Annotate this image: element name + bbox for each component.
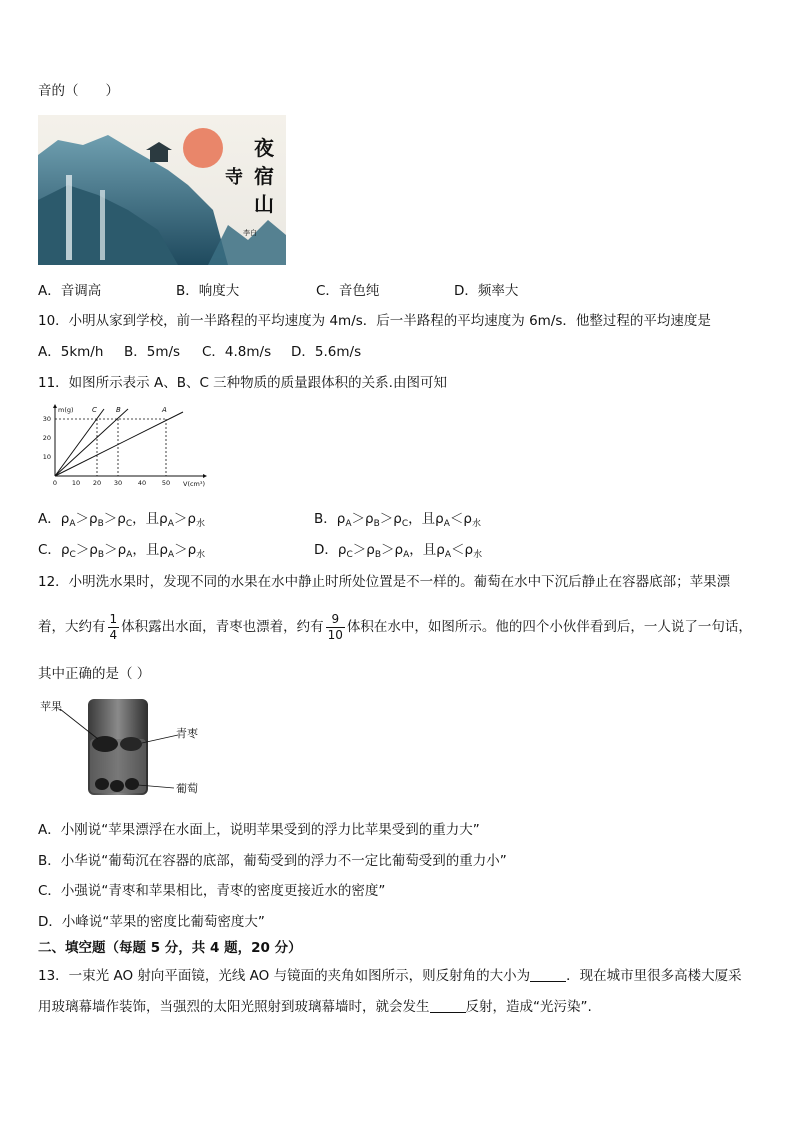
q10-option-a[interactable]: A．5km/h (38, 344, 104, 360)
q12-option-c[interactable]: C．小强说“青枣和苹果相比，青枣的密度更接近水的密度” (38, 883, 386, 899)
fruit-in-water-photo (38, 697, 208, 799)
q9-option-a[interactable]: A．音调高 (38, 283, 102, 299)
q9-option-c[interactable]: C．音色纯 (316, 283, 380, 299)
line-a-label: A (162, 406, 167, 414)
q12-option-d[interactable]: D．小峰说“苹果的密度比葡萄密度大” (38, 914, 265, 930)
q11-stem: 11．如图所示表示 A、B、C 三种物质的质量跟体积的关系.由图可知 (38, 375, 447, 391)
x-tick-50: 50 (161, 479, 171, 487)
q13-line1: 13．一束光 AO 射向平面镜，光线 AO 与镜面的夹角如图所示，则反射角的大小为 ．现在城市里很多高楼大厦采 (38, 968, 742, 984)
graph-x-label: V(cm³) (183, 480, 206, 488)
label-grape: 葡萄 (176, 782, 198, 795)
y-tick-10: 10 (42, 453, 51, 461)
q13-line2: 用玻璃幕墙作装饰，当强烈的太阳光照射到玻璃幕墙时，就会发生 反射，造成“光污染”. (38, 999, 592, 1015)
fraction-nine-tenths: $\frac{9}{10}$ (327, 611, 343, 642)
q12-stem-line3: 其中正确的是（ ） (38, 666, 151, 682)
poem-illustration (38, 115, 286, 265)
y-tick-20: 20 (42, 434, 51, 442)
fraction-one-quarter: $\frac{1}{4}$ (109, 611, 118, 642)
x-tick-10: 10 (71, 479, 81, 487)
poem-author: 李白 (243, 229, 257, 237)
q10-stem: 10．小明从家到学校，前一半路程的平均速度为 4m/s．后一半路程的平均速度为 6m/s．他整过程的平均速度是 (38, 313, 711, 329)
q12-option-a[interactable]: A．小刚说“苹果漂浮在水面上，说明苹果受到的浮力比苹果受到的重力大” (38, 822, 480, 838)
section-title-fill-blank: 二、填空题（每题 5 分，共 4 题，20 分） (38, 940, 302, 956)
x-tick-40: 40 (137, 479, 147, 487)
q10-option-c[interactable]: C．4.8m/s (202, 344, 272, 360)
mass-volume-graph (38, 402, 208, 490)
q9-options (38, 282, 518, 300)
x-tick-20: 20 (92, 479, 102, 487)
poem-title-char-3: 山 (254, 192, 274, 216)
label-apple: 苹果 (40, 700, 62, 713)
label-jujube: 青枣 (176, 727, 198, 740)
q12-stem-line1: 12．小明洗水果时，发现不同的水果在水中静止时所处位置是不一样的。葡萄在水中下沉后静止在容器底部；苹果漂 (38, 574, 731, 590)
q11-option-c[interactable]: C．$\rho_C>\rho_B>\rho_A$，且$\rho_A>\rho_水$ (38, 542, 206, 560)
poem-title-char-1: 夜 (254, 136, 274, 160)
q11-option-b[interactable]: B．$\rho_A>\rho_B>\rho_C$，且$\rho_A<\rho_水$ (314, 511, 481, 529)
x-tick-0: 0 (52, 479, 58, 487)
q11-option-a[interactable]: A．$\rho_A>\rho_B>\rho_C$，且$\rho_A>\rho_水$ (38, 511, 205, 529)
poem-title-char-2: 宿 (254, 164, 274, 188)
q13-blank-2[interactable] (430, 1000, 466, 1013)
q9-option-d[interactable]: D．频率大 (454, 283, 519, 299)
q10-option-d[interactable]: D．5.6m/s (291, 344, 362, 360)
q9-stem-tail: 音的（ ） (38, 83, 119, 99)
line-c-label: C (92, 406, 97, 414)
poem-title-char-4: 寺 (225, 167, 243, 188)
line-b-label: B (116, 406, 121, 414)
q9-option-b[interactable]: B．响度大 (176, 283, 240, 299)
q13-blank-1[interactable] (530, 969, 566, 982)
q10-option-b[interactable]: B．5m/s (124, 344, 181, 360)
x-tick-30: 30 (113, 479, 123, 487)
graph-y-label: m(g) (58, 406, 74, 414)
q12-stem-line2: 着，大约有 $\frac{1}{4}$ 体积露出水面，青枣也漂着，约有 $\frac{9}{10}$ 体积在水中，如图所示。他的四个小伙伴看到后，一人说了一句话， (38, 611, 752, 642)
y-tick-30: 30 (42, 415, 51, 423)
q12-option-b[interactable]: B．小华说“葡萄沉在容器的底部，葡萄受到的浮力不一定比葡萄受到的重力小” (38, 853, 507, 869)
q11-option-d[interactable]: D．$\rho_C>\rho_B>\rho_A$，且$\rho_A<\rho_水$ (314, 542, 483, 560)
q10-options (38, 343, 361, 361)
